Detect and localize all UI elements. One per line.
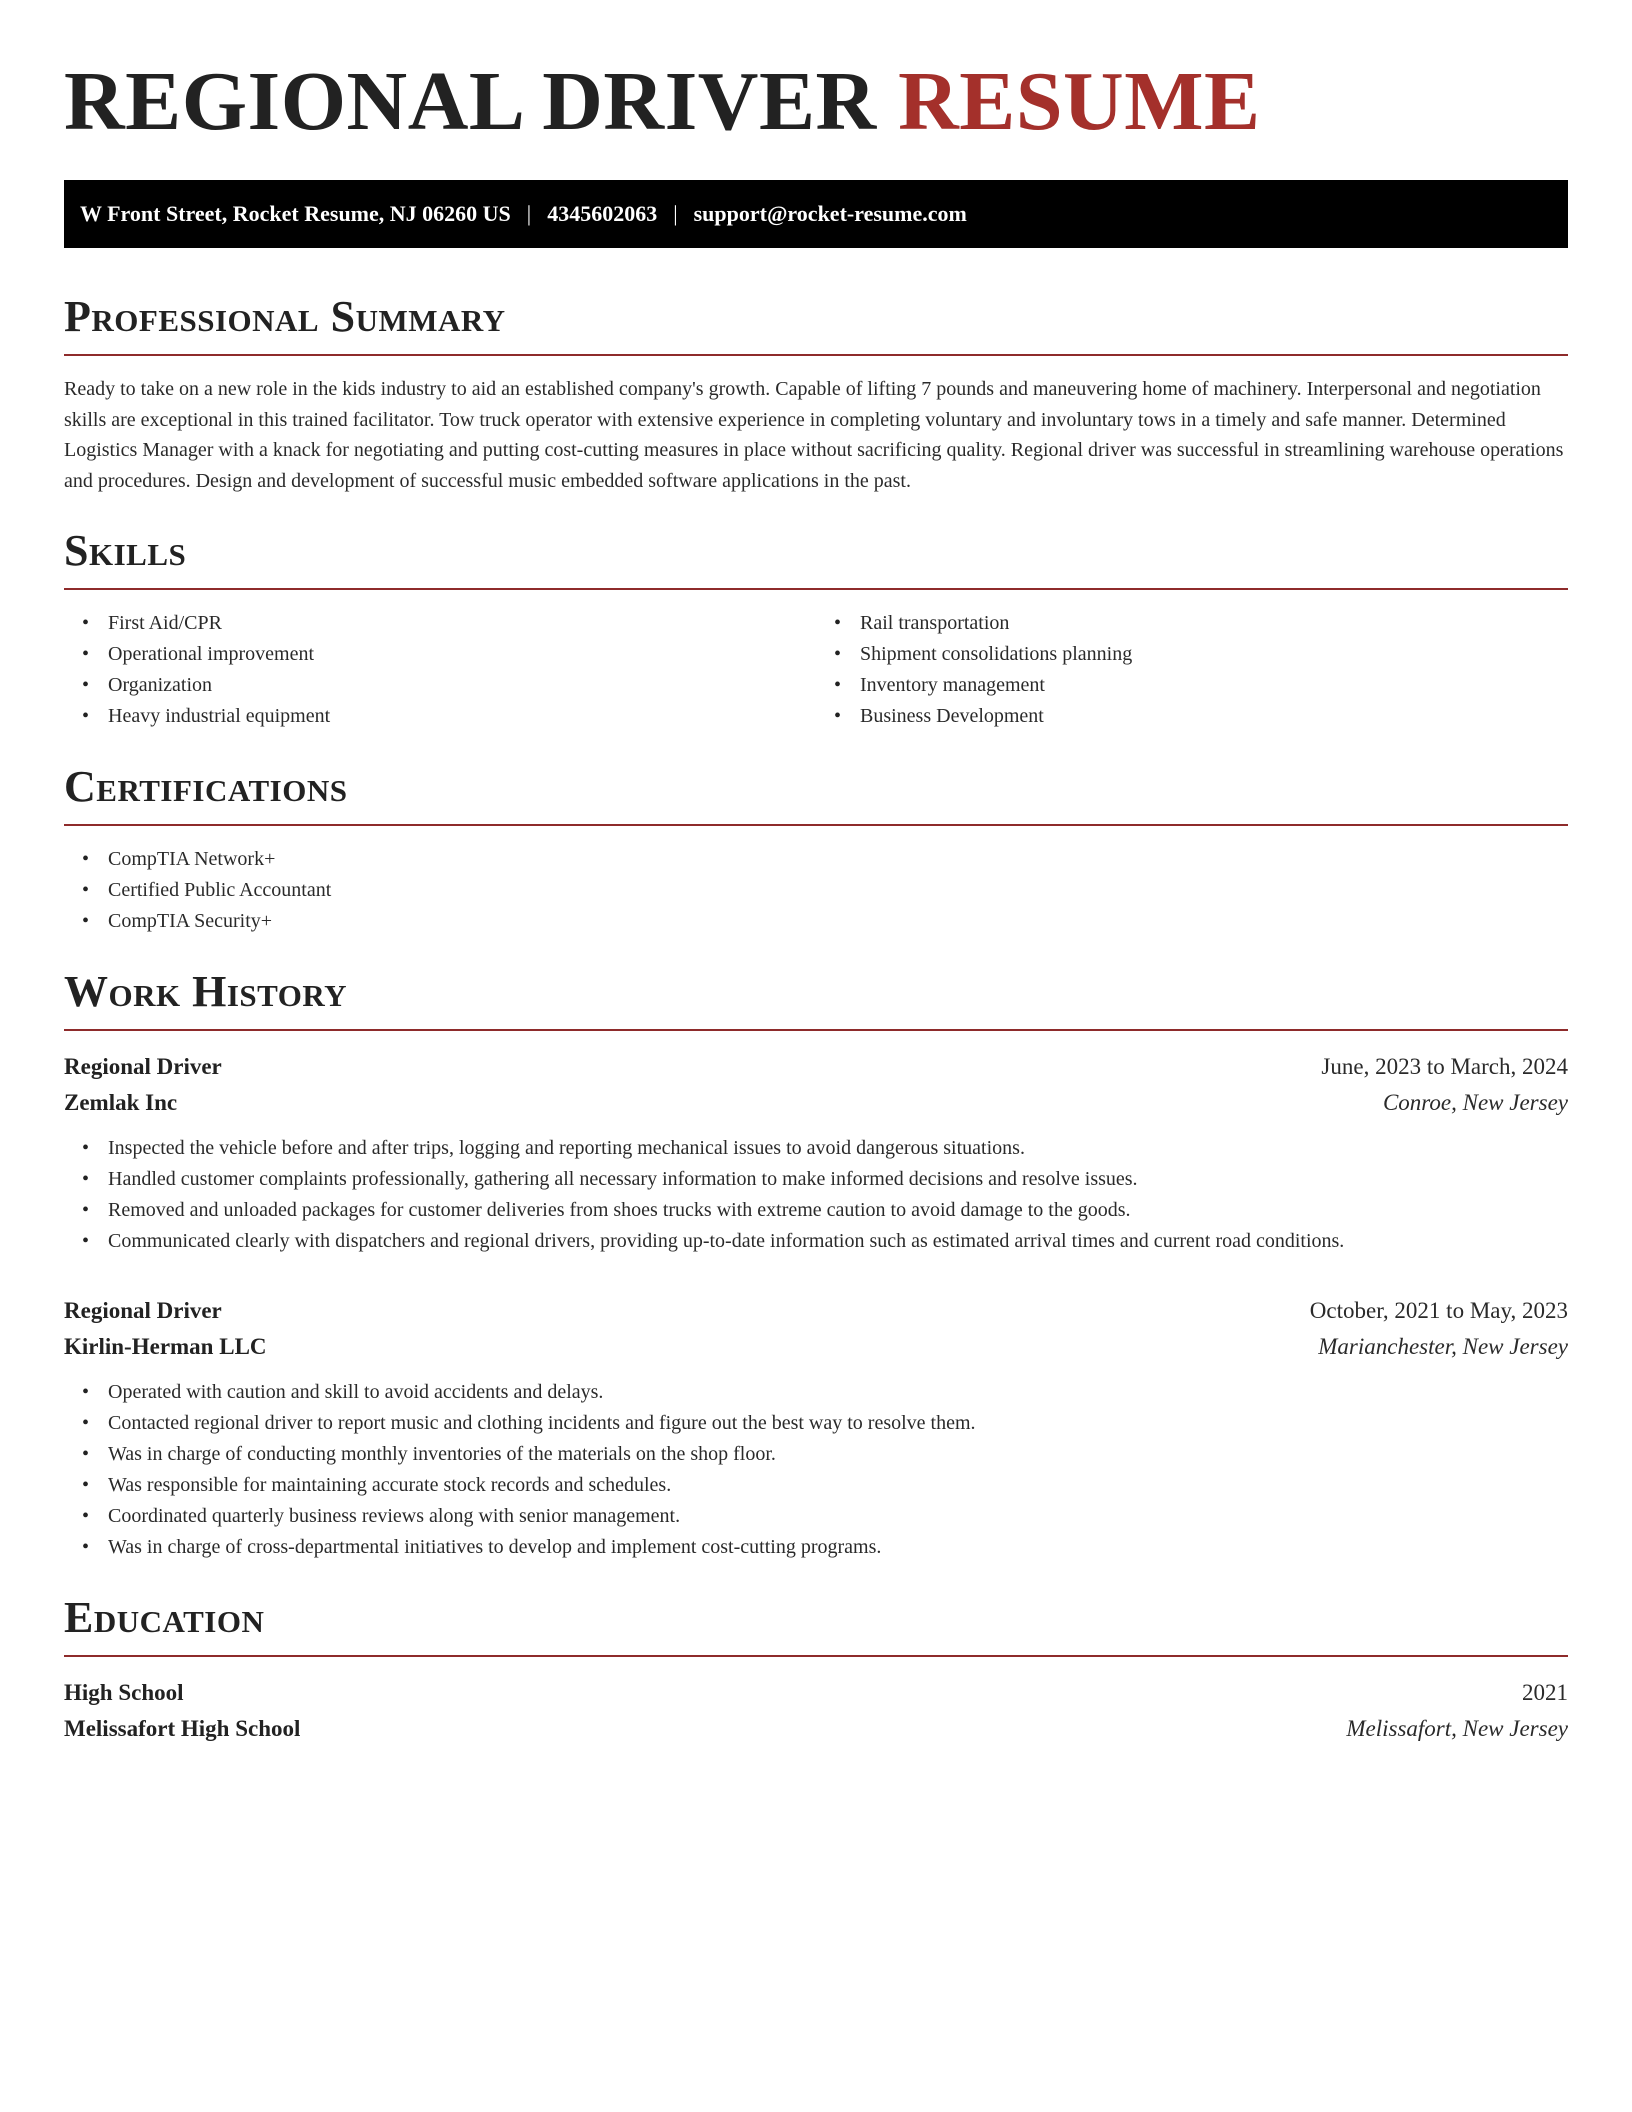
skill-item: • Organization — [108, 670, 816, 701]
skills-list-right — [816, 608, 1568, 732]
education-entry — [64, 1677, 1568, 1745]
skill-item: • First Aid/CPR — [108, 608, 816, 639]
skills-heading: Skills — [64, 526, 187, 575]
skill-item: • Inventory management — [860, 670, 1568, 701]
certifications-section — [64, 762, 1568, 937]
summary-heading: Professional Summary — [64, 292, 506, 341]
summary-text: Ready to take on a new role in the kids industry to aid an established company's growth. Capable of lifting 7 pounds and maneuvering home of machinery. Interpersonal and negotiation skills are exceptional in this trained facilitator. Tow truck operator with extensive experience in completing voluntary and involuntary tows in a timely and safe manner. Determined Logistics Manager with a knack for negotiating and putting cost-cutting measures in place without sacrificing quality. Regional driver was successful in streamlining warehouse operations and procedures. Design and development of successful music embedded software applications in the past. — [64, 378, 1564, 492]
section-divider — [64, 1029, 1568, 1031]
job-bullet: • Was in charge of conducting monthly inventories of the materials on the shop floor. — [108, 1439, 1568, 1470]
job-bullet: • Coordinated quarterly business reviews along with senior management. — [108, 1501, 1568, 1532]
work-history-section — [64, 967, 1568, 1563]
skills-section — [64, 526, 1568, 732]
education-heading: Education — [64, 1593, 265, 1642]
job-company: Kirlin-Herman LLC — [64, 1334, 267, 1359]
job-bullet: • Inspected the vehicle before and after trips, logging and reporting mechanical issues to avoid dangerous situations. — [108, 1133, 1568, 1164]
skills-columns — [64, 590, 1568, 732]
job-dates: October, 2021 to May, 2023 — [1309, 1298, 1568, 1323]
contact-phone: 4345602063 — [547, 201, 658, 226]
certification-item: • CompTIA Network+ — [108, 844, 1568, 875]
skill-item: • Operational improvement — [108, 639, 816, 670]
summary-section — [64, 292, 1568, 496]
job-location: Conroe, New Jersey — [1382, 1090, 1568, 1115]
education-year: 2021 — [1522, 1680, 1568, 1705]
certifications-list — [64, 844, 1568, 937]
job-bullet: • Was responsible for maintaining accurate stock records and schedules. — [108, 1470, 1568, 1501]
contact-address: W Front Street, Rocket Resume, NJ 06260 US — [80, 201, 511, 226]
job-bullet: • Contacted regional driver to report music and clothing incidents and figure out the best way to resolve them. — [108, 1408, 1568, 1439]
certification-item: • CompTIA Security+ — [108, 906, 1568, 937]
skill-item: • Heavy industrial equipment — [108, 701, 816, 732]
job-entry — [64, 1051, 1568, 1257]
contact-separator: | — [526, 201, 532, 226]
section-divider — [64, 1655, 1568, 1657]
title-main: REGIONAL DRIVER — [64, 55, 877, 148]
contact-separator: | — [673, 201, 678, 226]
skill-item: • Shipment consolidations planning — [860, 639, 1568, 670]
certification-item: • Certified Public Accountant — [108, 875, 1568, 906]
education-section — [64, 1593, 1568, 1745]
contact-bar — [64, 180, 1568, 248]
job-bullet: • Removed and unloaded packages for customer deliveries from shoes trucks with extreme caution to avoid damage to the goods. — [108, 1195, 1568, 1226]
job-entry — [64, 1295, 1568, 1563]
job-title: Regional Driver — [64, 1054, 222, 1079]
section-divider — [64, 354, 1568, 356]
job-bullet: • Handled customer complaints professionally, gathering all necessary information to make informed decisions and resolve issues. — [108, 1164, 1568, 1195]
education-degree: High School — [64, 1680, 184, 1705]
job-bullet: • Was in charge of cross-departmental initiatives to develop and implement cost-cutting programs. — [108, 1532, 1568, 1563]
job-bullet: • Operated with caution and skill to avoid accidents and delays. — [108, 1377, 1568, 1408]
work-history-heading: Work History — [64, 967, 348, 1016]
skills-list-left — [64, 608, 816, 732]
job-bullets — [64, 1133, 1568, 1257]
resume-title — [64, 52, 1568, 152]
contact-email: support@rocket-resume.com — [693, 201, 967, 226]
job-bullets — [64, 1377, 1568, 1563]
title-accent: RESUME — [898, 55, 1261, 148]
section-divider — [64, 824, 1568, 826]
job-location: Marianchester, New Jersey — [1318, 1334, 1568, 1359]
skill-item: • Business Development — [860, 701, 1568, 732]
job-dates: June, 2023 to March, 2024 — [1321, 1054, 1568, 1079]
job-title: Regional Driver — [64, 1298, 222, 1323]
education-school: Melissafort High School — [64, 1716, 301, 1741]
education-location: Melissafort, New Jersey — [1346, 1716, 1568, 1741]
job-bullet: • Communicated clearly with dispatchers and regional drivers, providing up-to-date information such as estimated arrival times and current road conditions. — [108, 1226, 1568, 1257]
job-company: Zemlak Inc — [64, 1090, 178, 1115]
skill-item: • Rail transportation — [860, 608, 1568, 639]
certifications-heading: Certifications — [64, 762, 348, 811]
